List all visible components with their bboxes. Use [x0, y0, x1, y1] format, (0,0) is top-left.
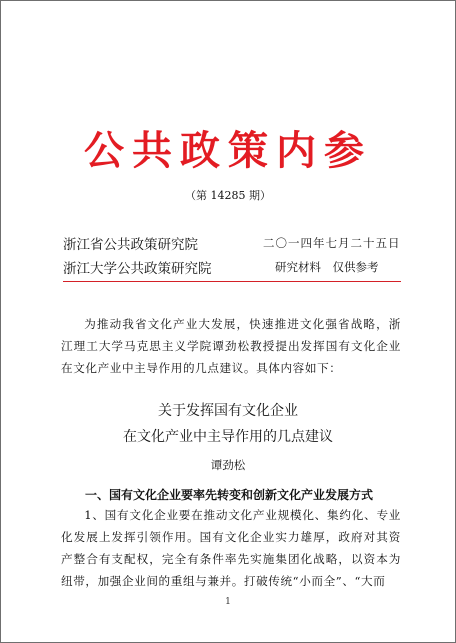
institute-line-2: 浙江大学公共政策研究院 — [63, 261, 212, 277]
header-divider — [63, 281, 401, 282]
issue-number: （第 14285 期） — [185, 189, 271, 202]
intro-paragraph: 为推动我省文化产业大发展，快速推进文化强省战略，浙江理工大学马克思主义学院谭劲松教授提出发挥国有文化企业在文化产业中主导作用的几点建议。具体内容如下： — [61, 317, 401, 375]
issue-date: 二〇一四年七月二十五日 — [263, 236, 401, 250]
article-author: 谭劲松 — [210, 458, 246, 472]
article-title-line-1: 关于发挥国有文化企业 — [158, 403, 298, 419]
institute-line-1: 浙江省公共政策研究院 — [63, 237, 198, 253]
masthead-title: 公共政策内参 — [84, 127, 372, 174]
article-title-line-2: 在文化产业中主导作用的几点建议 — [123, 429, 333, 445]
body-paragraph-1: 1、国有文化企业要在推动文化产业规模化、集约化、专业化发展上发挥引领作用。国有文化企业实力雄厚，政府对其资产整合有支配权，完全有条件率先实施集团化战略，以资本为纽带，加强企业间的重组与兼并。打破传统“小而全”、“大而 — [61, 508, 401, 588]
page-number: 1 — [225, 597, 231, 607]
section-heading-1: 一、国有文化企业要率先转变和创新文化产业发展方式 — [85, 488, 374, 502]
distribution-note: 研究材料 仅供参考 — [275, 260, 379, 274]
